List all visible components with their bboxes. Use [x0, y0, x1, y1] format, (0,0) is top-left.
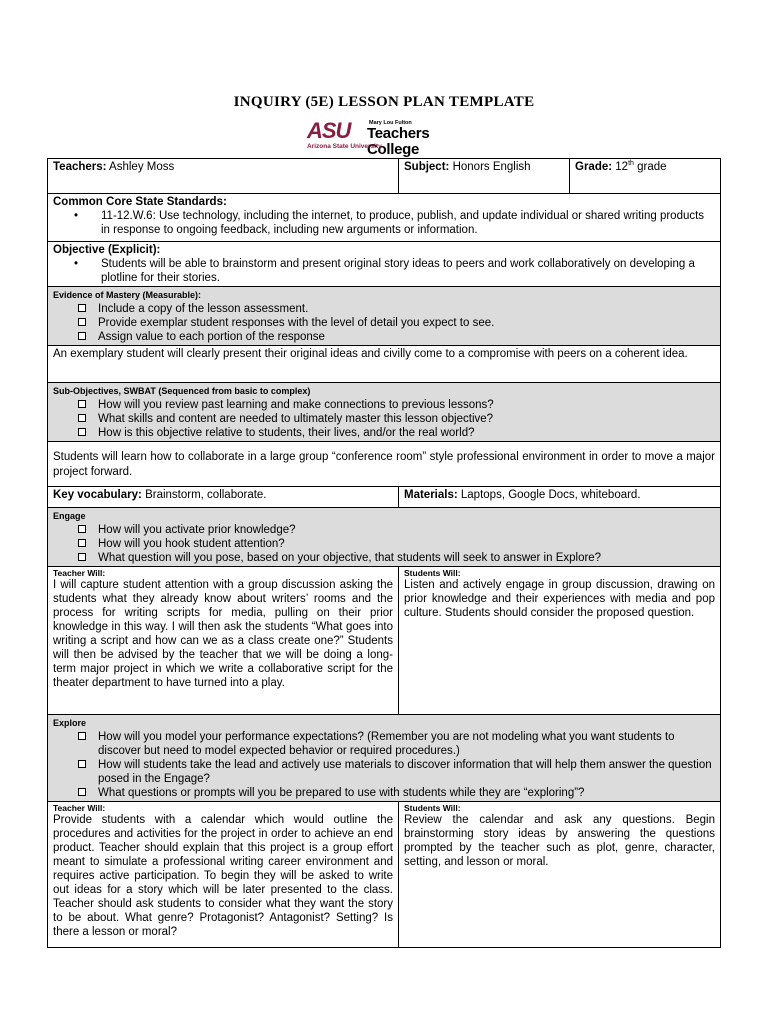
logo-university-name: Arizona State University [307, 143, 382, 150]
explore-students-cell [399, 802, 721, 948]
standards-row [48, 194, 721, 242]
explore-prompt-item: How will students take the lead and actively use materials to discover information that will help them answer the question posed in the Engage? [98, 758, 715, 786]
subject-label: Subject: [404, 161, 450, 173]
engage-teacher-text: I will capture student attention with a group discussion asking the students what they already know about writers’ rooms and the process for writing scripts for media, pulling on their prior knowledge in this way. I will then ask the students “What goes into writing a script and how can we as a class create one?” Students will then be advised by the teacher that we will be doing a long-term major project in which we write a collaborative script for the theater department to have turned into a play. [53, 579, 393, 689]
objective-label: Objective (Explicit): [53, 244, 161, 256]
subobjectives-response: Students will learn how to collaborate in a large group “conference room” style professional environment in order to move a major project forward. [48, 442, 721, 487]
page-title: INQUIRY (5E) LESSON PLAN TEMPLATE [233, 94, 535, 110]
subobjectives-label: Sub-Objectives, SWBAT (Sequenced from basic to complex) [53, 386, 311, 396]
evidence-response: An exemplary student will clearly present their original ideas and civilly come to a compromise with peers on a coherent idea. [48, 346, 721, 383]
grade-number: 12 [615, 161, 629, 173]
engage-teacher-cell [48, 567, 399, 715]
explore-response-row [48, 802, 721, 948]
standards-label: Common Core State Standards: [53, 196, 227, 208]
vocab-label: Key vocabulary: [53, 489, 142, 501]
grade-label: Grade: [575, 161, 613, 173]
subobjectives-prompt-item: What skills and content are needed to ultimately master this lesson objective? [98, 412, 715, 426]
engage-students-label: Students Will: [404, 568, 461, 578]
explore-teacher-cell [48, 802, 399, 948]
engage-prompt-item: What question will you pose, based on your objective, that students will seek to answer in Explore? [98, 551, 715, 565]
explore-prompt-item: How will you model your performance expectations? (Remember you are not modeling what you want students to discover but need to model expected behavior or required procedures.) [98, 730, 715, 758]
subobjectives-response-row [48, 442, 721, 487]
subobjectives-prompt-item: How will you review past learning and make connections to previous lessons? [98, 398, 715, 412]
explore-label: Explore [53, 718, 87, 728]
subject-value: Honors English [452, 161, 531, 173]
vocab-row [48, 487, 721, 508]
evidence-prompt-item: Include a copy of the lesson assessment. [98, 302, 715, 316]
grade-suffix: grade [637, 161, 667, 173]
subobjectives-prompt-row [48, 383, 721, 442]
evidence-response-row [48, 346, 721, 383]
standards-item: • 11-12.W.6: Use technology, including the internet, to produce, publish, and update individual or shared writing products in response to ongoing feedback, including new arguments or information. [101, 209, 715, 237]
logo-subtitle: Mary Lou Fulton [369, 120, 412, 126]
engage-label: Engage [53, 511, 86, 521]
vocab-cell [48, 487, 399, 508]
asu-logo-mark: ASU [307, 118, 351, 143]
lesson-plan-table [47, 158, 721, 948]
grade-ordinal: th [628, 160, 634, 168]
asu-teachers-college-logo [307, 118, 467, 158]
engage-prompt-item: How will you hook student attention? [98, 537, 715, 551]
engage-students-cell [399, 567, 721, 715]
evidence-label: Evidence of Mastery (Measurable): [53, 290, 202, 300]
vocab-value: Brainstorm, collaborate. [145, 489, 267, 501]
engage-prompt-item: How will you activate prior knowledge? [98, 523, 715, 537]
explore-teacher-text: Provide students with a calendar which would outline the procedures and activities for the project in order to achieve an end product. Teacher should explain that this project is a group effort meant to simulate a professional writing career environment and requires active participation. To begin they will be asked to write out ideas for a story which will be later presented to the class. Teacher should ask students to consider what they want the story to be about. What genre? Protagonist? Antagonist? Setting? Is there a lesson or moral? [53, 814, 393, 938]
teachers-value: Ashley Moss [109, 161, 175, 173]
explore-prompt-row [48, 715, 721, 802]
grade-cell [570, 159, 721, 194]
engage-teacher-label: Teacher Will: [53, 568, 106, 578]
explore-prompt-item: What questions or prompts will you be prepared to use with students while they are “exploring”? [98, 786, 715, 800]
evidence-prompt-row [48, 287, 721, 346]
evidence-prompt-item: Provide exemplar student responses with the level of detail you expect to see. [98, 316, 715, 330]
objective-item: • Students will be able to brainstorm and present original story ideas to peers and work collaboratively on developing a plotline for their stories. [101, 257, 715, 285]
engage-prompt-row [48, 508, 721, 567]
teachers-label: Teachers: [53, 161, 107, 173]
teachers-cell [48, 159, 399, 194]
materials-value: Laptops, Google Docs, whiteboard. [460, 489, 641, 501]
subject-cell [399, 159, 570, 194]
explore-students-text: Review the calendar and ask any questions. Begin brainstorming story ideas by answering the questions prompted by the teacher such as plot, genre, character, setting, and lesson or moral. [404, 814, 715, 868]
explore-students-label: Students Will: [404, 803, 461, 813]
explore-teacher-label: Teacher Will: [53, 803, 106, 813]
engage-response-row [48, 567, 721, 715]
materials-label: Materials: [404, 489, 458, 501]
header-row [48, 159, 721, 194]
subobjectives-prompt-item: How is this objective relative to students, their lives, and/or the real world? [98, 426, 715, 440]
evidence-prompt-item: Assign value to each portion of the response [98, 330, 715, 344]
materials-cell [399, 487, 721, 508]
engage-students-text: Listen and actively engage in group discussion, drawing on prior knowledge and their experiences with media and pop culture. Students should consider the proposed question. [404, 579, 715, 619]
logo-college-name: Teachers College [367, 125, 430, 158]
objective-row [48, 242, 721, 287]
